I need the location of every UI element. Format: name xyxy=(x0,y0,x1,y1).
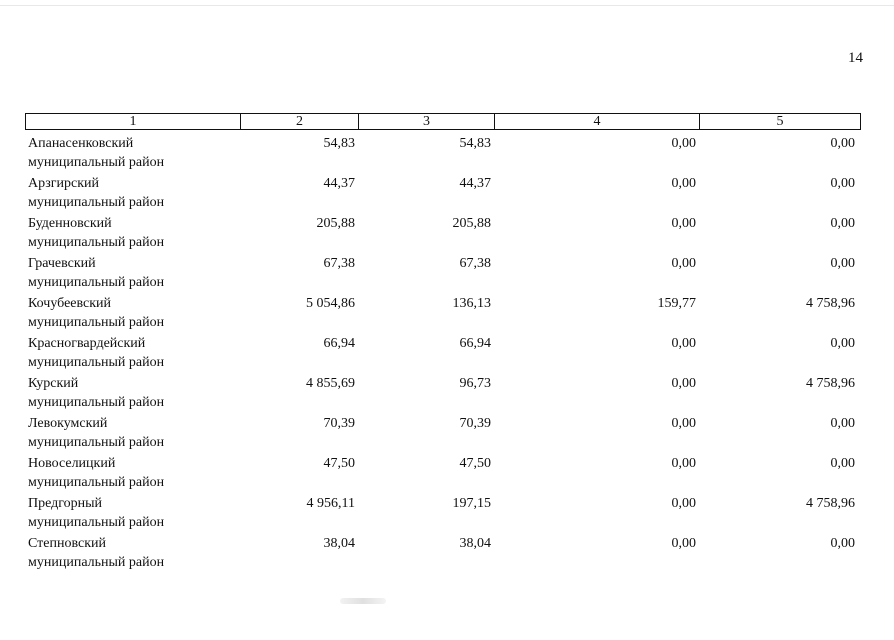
cell-col-4: 0,00 xyxy=(671,376,696,391)
district-name xyxy=(28,174,238,212)
cell-col-4: 0,00 xyxy=(671,536,696,551)
district-name-line1: Левокумский xyxy=(28,416,108,431)
table-row xyxy=(25,493,861,533)
district-name-line2: муниципальный район xyxy=(28,475,165,490)
cell-col-4: 0,00 xyxy=(671,216,696,231)
cell-col-5: 0,00 xyxy=(830,416,855,431)
district-name-line1: Арзгирский xyxy=(28,176,100,191)
scan-smudge xyxy=(340,598,386,604)
cell-col-5: 0,00 xyxy=(830,136,855,151)
cell-col-3: 96,73 xyxy=(459,376,491,391)
district-name-line2: муниципальный район xyxy=(28,555,165,570)
cell-col-4: 0,00 xyxy=(671,456,696,471)
district-name xyxy=(28,494,238,532)
cell-col-3: 38,04 xyxy=(459,536,491,551)
cell-col-4: 159,77 xyxy=(657,296,696,311)
district-name xyxy=(28,414,238,452)
district-name-line2: муниципальный район xyxy=(28,395,165,410)
district-name-line2: муниципальный район xyxy=(28,515,165,530)
cell-col-3: 67,38 xyxy=(459,256,491,271)
district-name xyxy=(28,214,238,252)
table-row xyxy=(25,293,861,333)
district-name-line2: муниципальный район xyxy=(28,355,165,370)
cell-col-2: 66,94 xyxy=(323,336,355,351)
district-name-line2: муниципальный район xyxy=(28,435,165,450)
cell-col-3: 197,15 xyxy=(452,496,491,511)
district-name-line1: Новоселицкий xyxy=(28,456,116,471)
page-number: 14 xyxy=(848,50,863,66)
district-name xyxy=(28,254,238,292)
cell-col-5: 0,00 xyxy=(830,536,855,551)
cell-col-4: 0,00 xyxy=(671,416,696,431)
district-name xyxy=(28,374,238,412)
cell-col-3: 54,83 xyxy=(459,136,491,151)
table-row xyxy=(25,253,861,293)
district-name-line1: Кочубеевский xyxy=(28,296,112,311)
cell-col-3: 70,39 xyxy=(459,416,491,431)
district-name-line2: муниципальный район xyxy=(28,195,165,210)
cell-col-2: 5 054,86 xyxy=(306,296,355,311)
table-row xyxy=(25,413,861,453)
district-name-line1: Грачевский xyxy=(28,256,96,271)
table-row xyxy=(25,453,861,493)
column-header-5: 5 xyxy=(776,114,784,129)
table-header-row xyxy=(25,113,861,130)
table-row xyxy=(25,173,861,213)
district-name-line1: Курский xyxy=(28,376,79,391)
district-name xyxy=(28,334,238,372)
cell-col-5: 0,00 xyxy=(830,256,855,271)
district-name-line2: муниципальный район xyxy=(28,315,165,330)
district-name xyxy=(28,134,238,172)
cell-col-3: 47,50 xyxy=(459,456,491,471)
cell-col-5: 0,00 xyxy=(830,176,855,191)
table-row xyxy=(25,213,861,253)
cell-col-3: 44,37 xyxy=(459,176,491,191)
district-name xyxy=(28,454,238,492)
district-name-line1: Предгорный xyxy=(28,496,103,511)
cell-col-4: 0,00 xyxy=(671,336,696,351)
cell-col-2: 4 956,11 xyxy=(306,496,355,511)
scan-edge-line xyxy=(0,5,894,6)
cell-col-2: 70,39 xyxy=(323,416,355,431)
table-body xyxy=(25,133,861,573)
column-header-4: 4 xyxy=(495,114,700,129)
cell-col-4: 0,00 xyxy=(671,136,696,151)
cell-col-2: 67,38 xyxy=(323,256,355,271)
district-name-line2: муниципальный район xyxy=(28,235,165,250)
cell-col-5: 4 758,96 xyxy=(806,296,855,311)
cell-col-4: 0,00 xyxy=(671,496,696,511)
cell-col-2: 54,83 xyxy=(323,136,355,151)
district-name-line1: Апанасенковский xyxy=(28,136,134,151)
cell-col-5: 0,00 xyxy=(830,456,855,471)
table-row xyxy=(25,333,861,373)
cell-col-3: 205,88 xyxy=(452,216,491,231)
district-name-line1: Степновский xyxy=(28,536,106,551)
district-name xyxy=(28,294,238,332)
cell-col-5: 4 758,96 xyxy=(806,376,855,391)
table-row xyxy=(25,133,861,173)
cell-col-2: 44,37 xyxy=(323,176,355,191)
cell-col-4: 0,00 xyxy=(671,256,696,271)
cell-col-3: 136,13 xyxy=(452,296,491,311)
cell-col-2: 4 855,69 xyxy=(306,376,355,391)
district-name-line2: муниципальный район xyxy=(28,275,165,290)
table-row xyxy=(25,373,861,413)
table-row xyxy=(25,533,861,573)
district-name-line1: Красногвардейский xyxy=(28,336,146,351)
district-name-line2: муниципальный район xyxy=(28,155,165,170)
column-header-3: 3 xyxy=(359,114,495,129)
cell-col-5: 0,00 xyxy=(830,336,855,351)
cell-col-5: 4 758,96 xyxy=(806,496,855,511)
cell-col-4: 0,00 xyxy=(671,176,696,191)
column-header-2: 2 xyxy=(241,114,359,129)
column-header-1: 1 xyxy=(26,114,241,129)
cell-col-2: 47,50 xyxy=(323,456,355,471)
district-name-line1: Буденновский xyxy=(28,216,112,231)
cell-col-3: 66,94 xyxy=(459,336,491,351)
cell-col-5: 0,00 xyxy=(830,216,855,231)
district-name xyxy=(28,534,238,572)
cell-col-2: 38,04 xyxy=(323,536,355,551)
cell-col-2: 205,88 xyxy=(316,216,355,231)
